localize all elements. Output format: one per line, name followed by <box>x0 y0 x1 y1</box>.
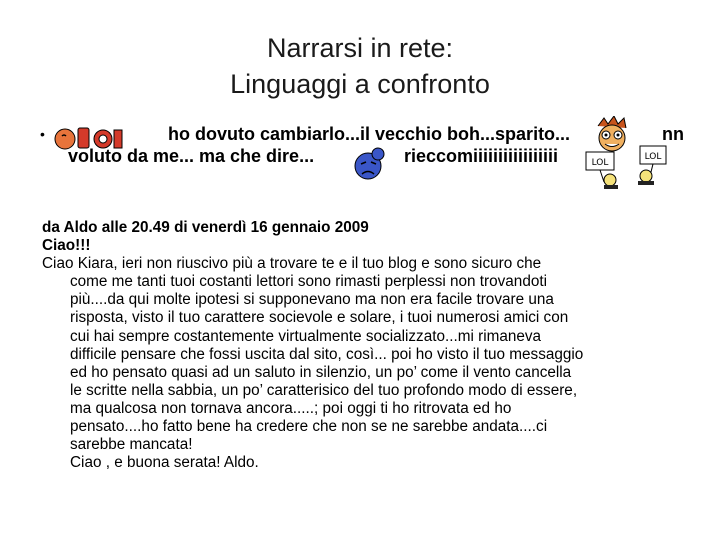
bullet-text-line-1-end: nn <box>662 124 684 144</box>
sign-holder-icon <box>584 150 626 190</box>
comment-line: ma qualcosa non tornava ancora.....; poi oggi ti ho ritrovata ed ho <box>70 399 512 417</box>
comment-line: sarebbe mancata! <box>70 436 193 454</box>
sign-holder-icon <box>630 144 672 186</box>
bullet-item <box>40 124 700 194</box>
title-line-2: Linguaggi a confronto <box>230 69 490 99</box>
comment-greeting: Ciao!!! <box>42 237 91 255</box>
comment-line: pensato....ho fatto bene ha credere che non se ne sarebbe andata....ci <box>70 418 548 436</box>
bullet-text-line-2: voluto da me... ma che dire... <box>68 146 315 166</box>
slide-title <box>0 30 720 102</box>
comment-line: difficile pensare che fossi uscita dal sito, così... poi ho visto il tuo messaggio <box>70 345 584 363</box>
blog-comment <box>42 219 692 472</box>
sad-face-icon <box>352 146 386 182</box>
sign-text: LOL <box>644 152 662 162</box>
comment-line: cui hai sempre costantemente virtualmente socializzato...mi rimaneva <box>70 327 542 345</box>
comment-line: più....da qui molte ipotesi si supponevano ma non era facile trovare una <box>70 291 554 309</box>
comment-line: ed ho pensato quasi ad un saluto in silenzio, un po’ come il vento cancella <box>70 363 572 381</box>
comment-first-line: Ciao Kiara, ieri non riuscivo più a trovare te e il tuo blog e sono sicuro che <box>42 255 542 273</box>
bullet-text-line-1: ho dovuto cambiarlo...il vecchio boh...sparito... <box>168 124 571 144</box>
bullet-marker: • <box>40 126 45 142</box>
sign-text: LOL <box>591 158 609 168</box>
comment-signoff: Ciao , e buona serata! Aldo. <box>70 454 259 472</box>
bullet-text-line-2-end: rieccomiiiiiiiiiiiiiiiii <box>404 146 559 166</box>
comment-line: risposta, visto il tuo carattere socievole e solare, i tuoi numerosi amici con <box>70 309 569 327</box>
comment-header: da Aldo alle 20.49 di venerdì 16 gennaio 2009 <box>42 219 369 236</box>
comment-line: le scritte nella sabbia, un po’ caratterisico del tuo profondo modo di essere, <box>70 381 578 399</box>
title-line-1: Narrarsi in rete: <box>266 33 454 63</box>
comment-line: come me tanti tuoi costanti lettori sono rimasti perplessi non trovandoti <box>70 273 547 291</box>
